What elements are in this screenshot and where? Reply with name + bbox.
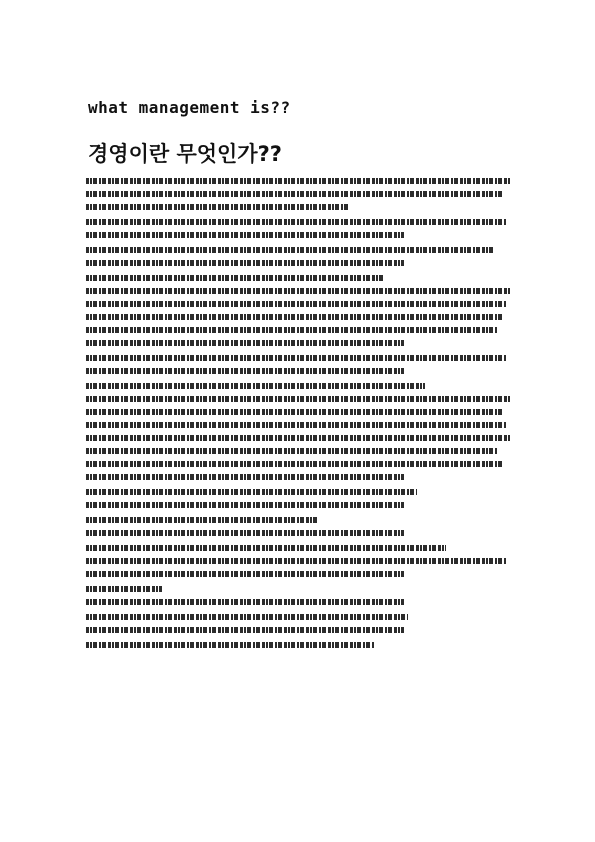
text-line: [86, 571, 404, 577]
text-line: [86, 558, 506, 564]
body-paragraph: [86, 383, 510, 480]
text-line: [86, 340, 404, 346]
body-paragraph: [86, 275, 510, 346]
body-paragraph: [86, 247, 510, 266]
body-paragraph: [86, 517, 510, 536]
text-line: [86, 260, 404, 266]
text-line: [86, 219, 506, 225]
text-line: [86, 327, 497, 333]
body-paragraph: [86, 489, 510, 508]
text-line: [86, 461, 502, 467]
body-paragraph: [86, 586, 510, 605]
text-line: [86, 191, 502, 197]
text-line: [86, 355, 506, 361]
text-line: [86, 301, 506, 307]
text-line: [86, 448, 497, 454]
text-line: [86, 545, 446, 551]
text-line: [86, 530, 404, 536]
text-line: [86, 275, 383, 281]
body-paragraph: [86, 178, 510, 210]
text-line: [86, 586, 162, 592]
text-line: [86, 614, 408, 620]
text-line: [86, 314, 502, 320]
text-line: [86, 627, 404, 633]
text-line: [86, 422, 506, 428]
text-line: [86, 642, 374, 648]
text-line: [86, 247, 493, 253]
text-line: [86, 368, 404, 374]
body-paragraph: [86, 219, 510, 238]
document-title-english: what management is??: [88, 98, 291, 117]
text-line: [86, 474, 404, 480]
body-paragraph: [86, 614, 510, 633]
body-paragraph: [86, 355, 510, 374]
text-line: [86, 396, 510, 402]
text-line: [86, 232, 404, 238]
text-line: [86, 178, 510, 184]
document-body: [86, 178, 510, 657]
text-line: [86, 502, 404, 508]
text-line: [86, 517, 319, 523]
text-line: [86, 409, 502, 415]
body-paragraph: [86, 642, 510, 648]
text-line: [86, 489, 417, 495]
document-title-korean: 경영이란 무엇인가??: [88, 142, 282, 166]
text-line: [86, 383, 425, 389]
text-line: [86, 435, 510, 441]
text-line: [86, 204, 349, 210]
text-line: [86, 288, 510, 294]
text-line: [86, 599, 404, 605]
body-paragraph: [86, 545, 510, 577]
